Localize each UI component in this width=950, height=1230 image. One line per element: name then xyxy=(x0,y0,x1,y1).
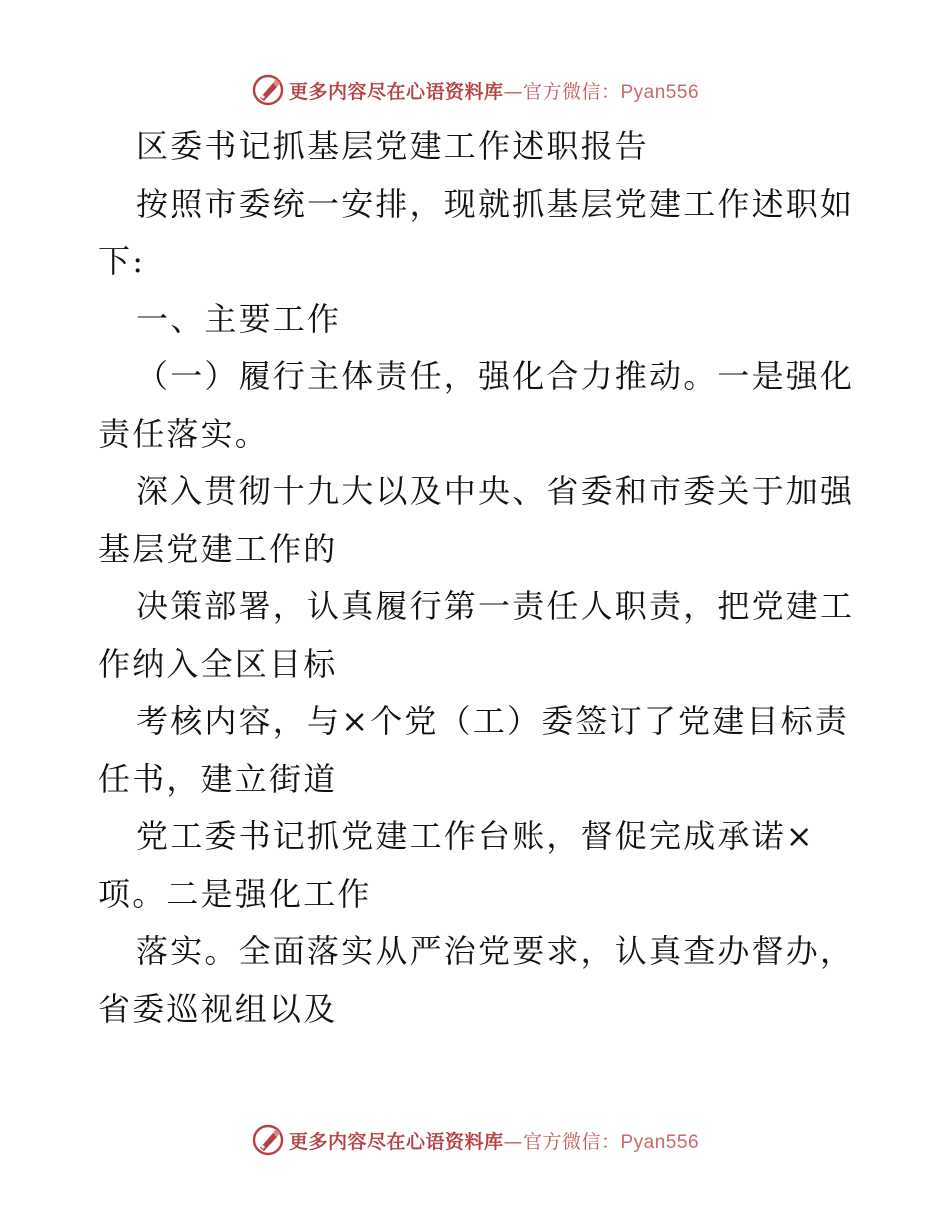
document-body xyxy=(98,118,854,1038)
watermark-wechat-label: 官方微信： xyxy=(522,1130,621,1153)
watermark-main: 更多内容尽在心语资料库 xyxy=(288,1130,504,1153)
paragraph-line: 项。二是强化工作 xyxy=(98,874,372,913)
watermark-dash: — xyxy=(503,80,523,103)
pen-logo-icon xyxy=(251,73,285,107)
pen-logo-icon xyxy=(251,1123,285,1157)
paragraph-line: 按照市委统一安排，现就抓基层党建工作述职如 xyxy=(136,184,855,223)
paragraph-line: 决策部署，认真履行第一责任人职责，把党建工 xyxy=(136,587,855,625)
paragraph-line: 作纳入全区目标 xyxy=(98,644,338,683)
watermark-wechat-id: Pyan556 xyxy=(620,1131,700,1153)
watermark-wechat-id: Pyan556 xyxy=(620,81,700,103)
paragraph-line: 省委巡视组以及 xyxy=(98,989,338,1028)
watermark-banner-bottom xyxy=(0,1120,950,1160)
watermark-dash: — xyxy=(503,1130,523,1153)
watermark-main: 更多内容尽在心语资料库 xyxy=(288,80,504,103)
watermark-text xyxy=(289,1127,699,1154)
watermark-banner-top xyxy=(0,70,950,110)
watermark-text xyxy=(289,77,699,104)
watermark-group xyxy=(251,73,699,107)
paragraph-line: 任书，建立街道 xyxy=(98,759,338,798)
paragraph-line: 深入贯彻十九大以及中央、省委和市委关于加强 xyxy=(136,472,855,510)
paragraph-line: 责任落实。 xyxy=(98,414,270,453)
document-title: 区委书记抓基层党建工作述职报告 xyxy=(136,127,650,165)
watermark-group xyxy=(251,1123,699,1157)
paragraph-line: 落实。全面落实从严治党要求，认真查办督办， xyxy=(136,932,855,970)
paragraph-line: 考核内容，与×个党（工）委签订了党建目标责 xyxy=(136,702,850,740)
paragraph-line: （一）履行主体责任，强化合力推动。一是强化 xyxy=(136,357,855,395)
watermark-wechat-label: 官方微信： xyxy=(522,80,621,103)
section-heading: 一、主要工作 xyxy=(136,299,342,338)
paragraph-line: 基层党建工作的 xyxy=(98,529,338,568)
paragraph-line: 党工委书记抓党建工作台账，督促完成承诺× xyxy=(136,817,815,855)
paragraph-line: 下: xyxy=(98,242,146,280)
